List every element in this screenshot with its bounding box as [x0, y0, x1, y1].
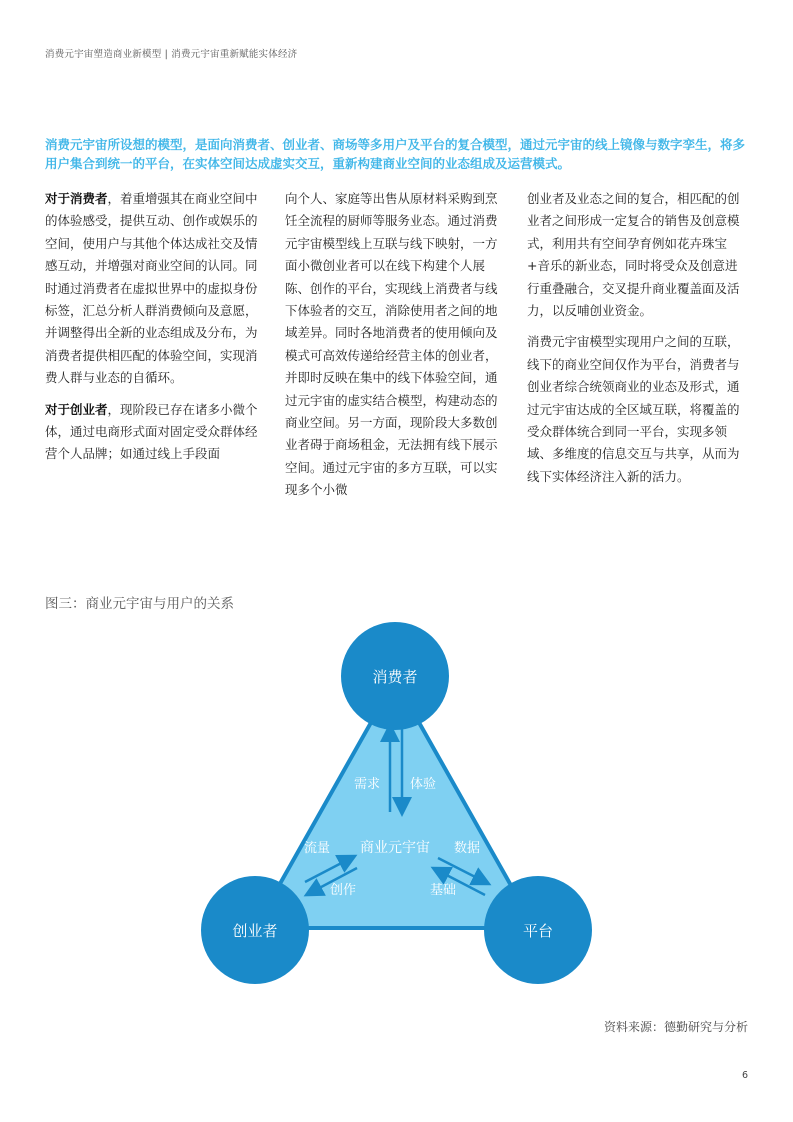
lead-entrepreneur: 对于创业者	[45, 401, 108, 417]
paragraph-entrepreneur	[45, 399, 267, 466]
text-column-3	[527, 188, 749, 497]
label-create: 创作	[329, 883, 357, 898]
paragraph-consumer	[45, 188, 267, 390]
node-entrepreneur-label: 创业者	[232, 922, 278, 940]
text-column-1	[45, 188, 267, 475]
intro-highlight: 消费元宇宙所设想的模型，是面向消费者、创业者、商场等多用户及平台的复合模型，通过元宇宙的线上镜像与数字孪生，将多用户集合到统一的平台，在实体空间达成虚实交互，重新构建商业空间的业态组成及运营模式。	[45, 137, 746, 171]
paragraph-col2: 向个人、家庭等出售从原材料采购到烹饪全流程的厨师等服务业态。通过消费元宇宙模型线上互联与线下映射，一方面小微创业者可以在线下构建个人展陈、创作的平台，实现线上消费者与线下体验者的交互，消除使用者之间的地域差异。同时各地消费者的使用倾向及模式可高效传递给经营主体的创业者，并即时反映在集中的线下体验空间，通过元宇宙的虚实结合模型，构建动态的商业空间。另一方面，现阶段大多数创业者碍于商场租金，无法拥有线下展示空间。通过元宇宙的多方互联，可以实现多个小微	[285, 191, 498, 498]
lead-consumer: 对于消费者	[45, 191, 108, 206]
label-base: 基础	[429, 883, 457, 898]
label-need: 需求	[353, 777, 381, 792]
paragraph-entrepreneur-body: ，现阶段已存在诸多小微个体，通过电商形式面对固定受众群体经营个人品牌；如通过线上手段面	[45, 401, 258, 462]
node-platform-label: 平台	[522, 922, 554, 940]
label-experience: 体验	[409, 777, 437, 792]
page-number: 6	[741, 1070, 748, 1081]
label-data: 数据	[453, 841, 481, 856]
node-consumer-label: 消费者	[372, 668, 418, 686]
relationship-diagram	[195, 612, 595, 992]
paragraph-col3-a: 创业者及业态之间的复合，相匹配的创业者之间形成一定复合的销售及创意模式，利用共有空间孕育例如花卉珠宝+音乐的新业态，同时将受众及创意进行重叠融合，交叉提升商业覆盖面及活力，以反哺创业资金。	[527, 191, 740, 319]
paragraph-col3-b: 消费元宇宙模型实现用户之间的互联，线下的商业空间仅作为平台，消费者与创业者综合统领商业的业态及形式，通过元宇宙达成的全区域互联，将覆盖的受众群体统合到同一平台，实现多领域、多维度的信息交互与共享，从而为线下实体经济注入新的活力。	[527, 334, 740, 484]
paragraph-consumer-body: ，着重增强其在商业空间中的体验感受，提供互动、创作或娱乐的空间，使用户与其他个体达成社交及情感互动，并增强对商业空间的认同。同时通过消费者在虚拟世界中的虚拟身份标签，汇总分析人群消费倾向及意愿，并调整得出全新的业态组成及分布，为消费者提供相匹配的体验空间，实现消费人群与业态的自循环。	[45, 191, 258, 386]
label-center: 商业元宇宙	[360, 840, 430, 856]
running-header: 消费元宇宙塑造商业新模型 | 消费元宇宙重新赋能实体经济	[45, 49, 298, 60]
text-column-2	[285, 188, 507, 511]
source-note: 资料来源：德勤研究与分析	[603, 1020, 748, 1034]
figure-title: 图三：商业元宇宙与用户的关系	[45, 596, 234, 612]
label-traffic: 流量	[303, 841, 331, 856]
